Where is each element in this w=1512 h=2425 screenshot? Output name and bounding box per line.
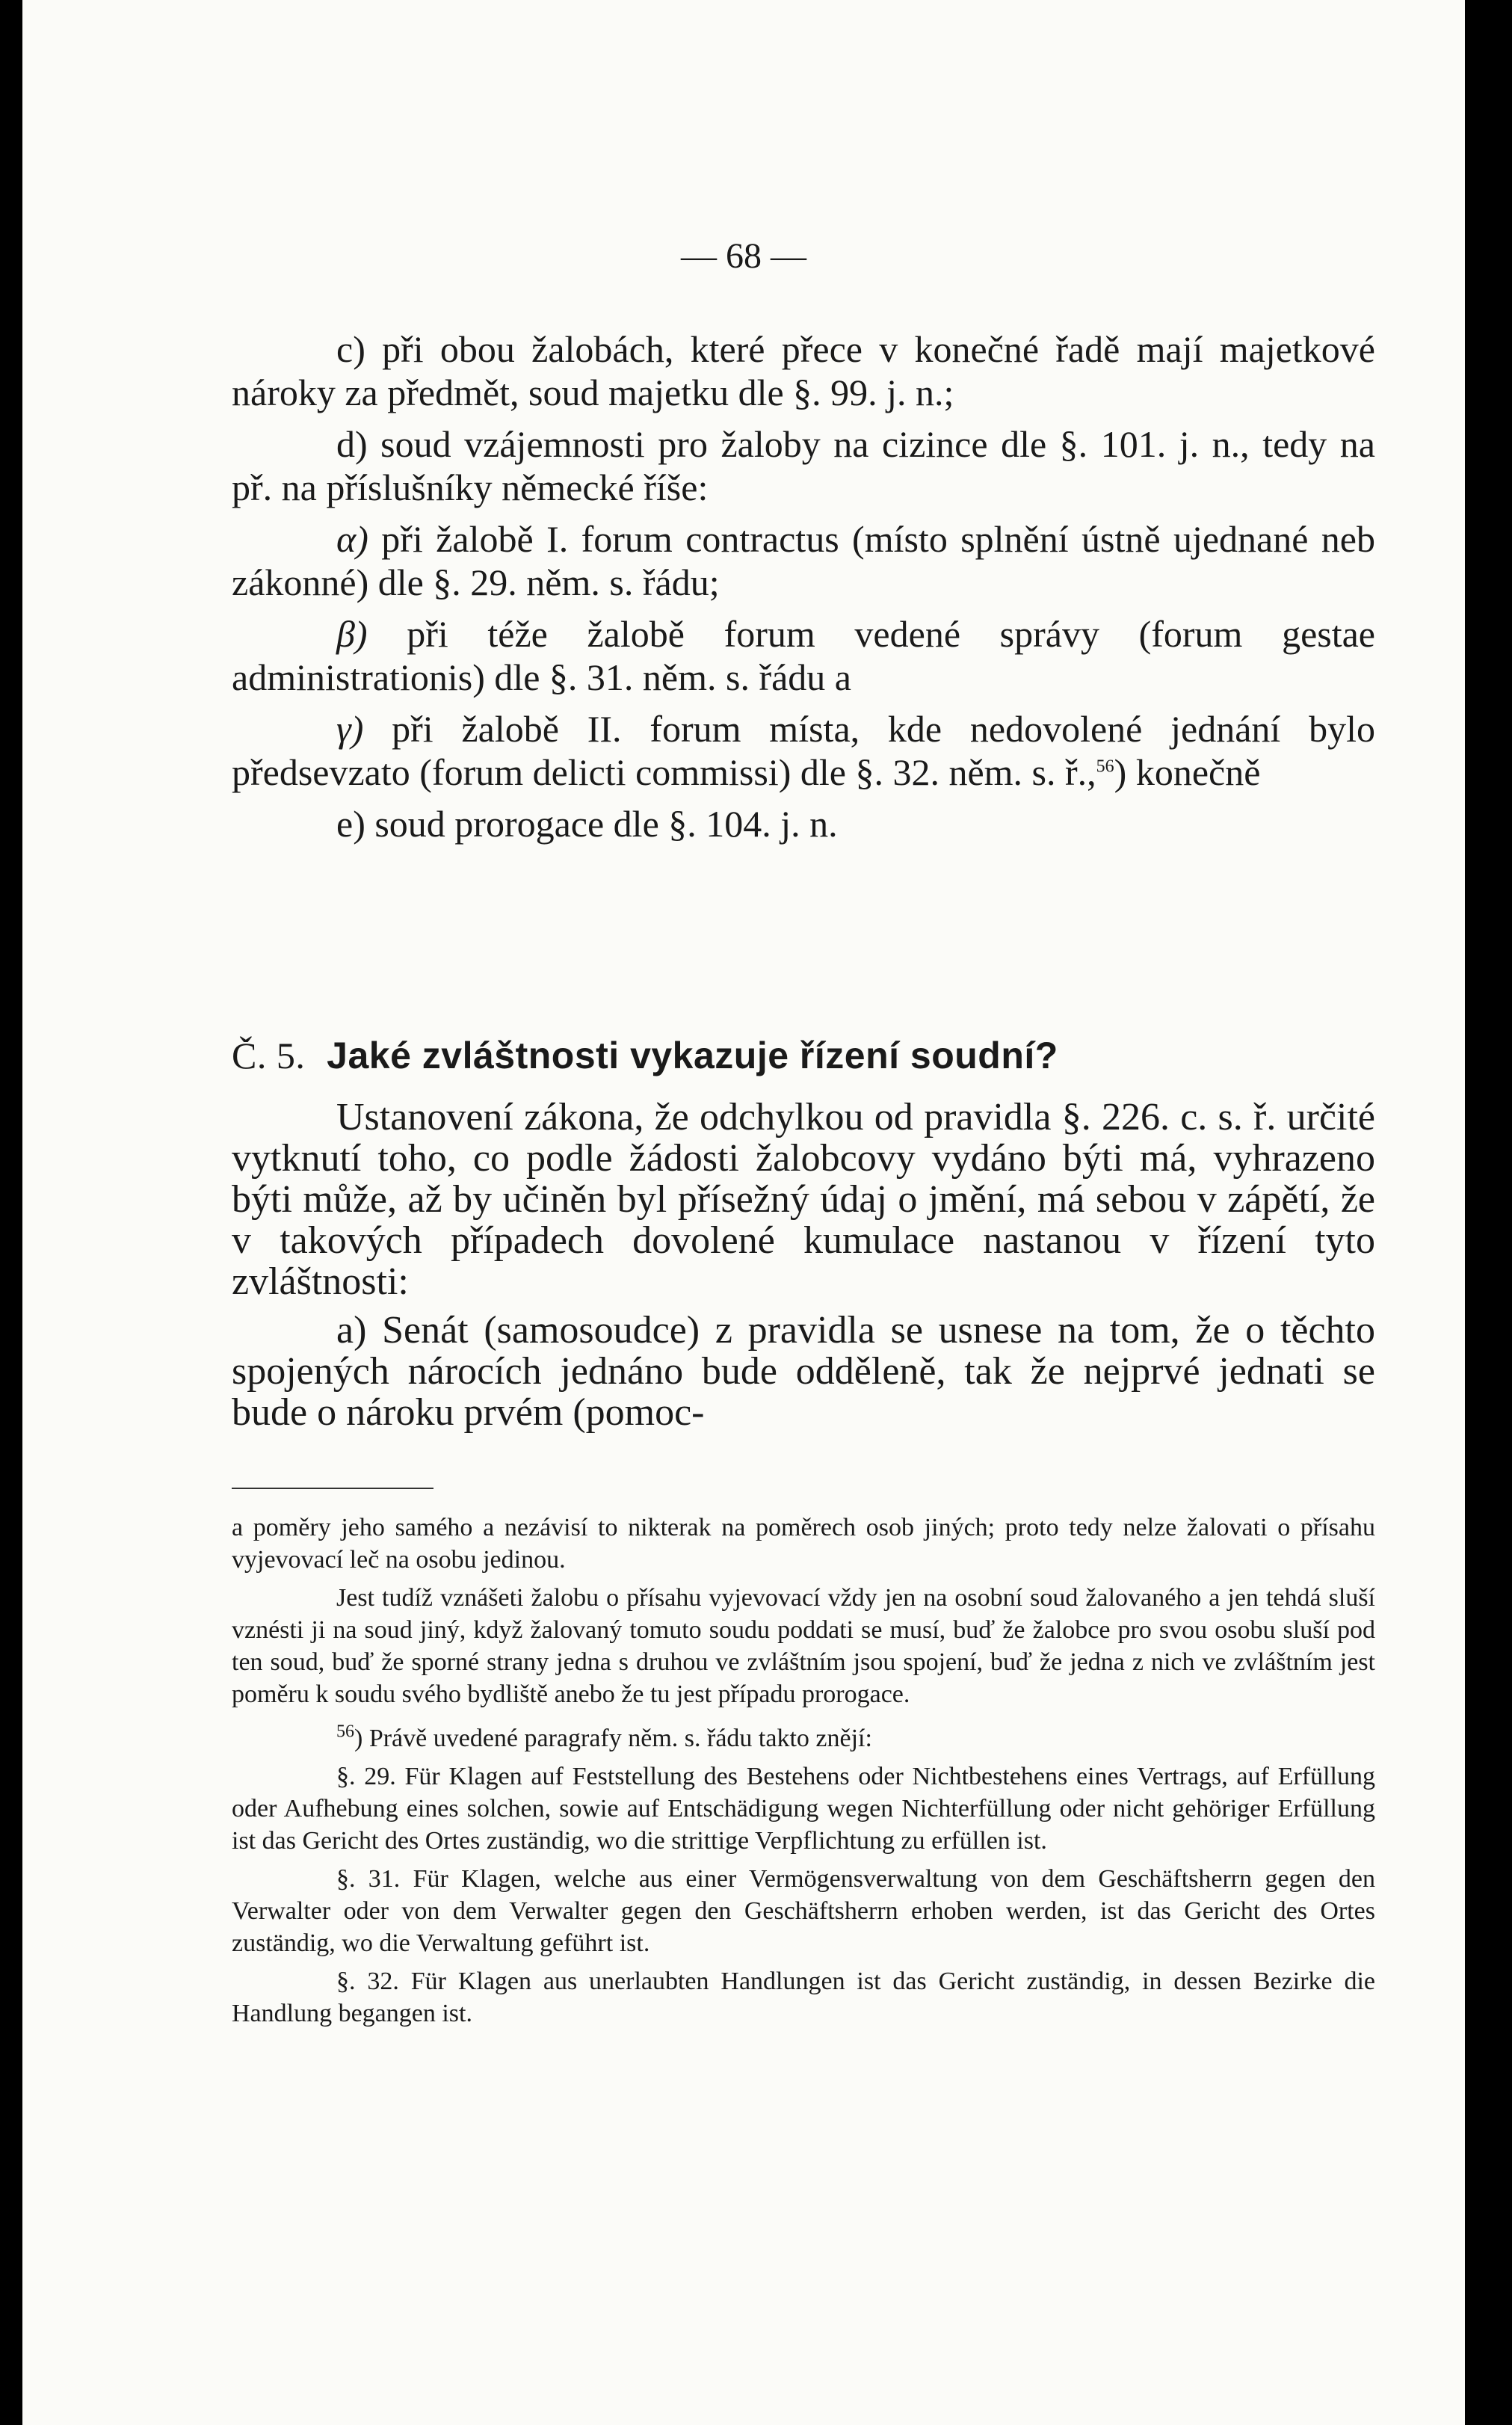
body-paragraph-2: a) Senát (samosoudce) z pravidla se usnese na tom, že o těchto spojených nárocích jednáno bude odděleně, tak že nejprvé jednati se bude o nároku prvém (pomoc- [232, 1309, 1375, 1434]
list-item-e: e) soud prorogace dle §. 104. j. n. [336, 803, 838, 845]
list-item-c: c) při obou žalobách, které přece v konečné řadě mají majetkové nároky za předmět, soud majetku dle §. 99. j. n.; [232, 328, 1375, 413]
gamma-end: ) konečně [1114, 751, 1261, 793]
list-item-beta [232, 612, 1375, 699]
section-title: Jaké zvláštnosti vykazuje řízení soudní? [327, 1035, 1058, 1076]
footnote-56 [232, 1722, 1375, 1754]
footnote-56-text: ) Právě uvedené paragrafy něm. s. řádu takto znějí: [354, 1725, 872, 1752]
footnote-section-29: §. 29. Für Klagen auf Feststellung des Bestehens oder Nichtbestehens eines Vertrags, auf Erfüllung oder Aufhebung eines solchen, sowie auf Entschädigung wegen Nichterfüllung oder nicht gehöriger Erfüllung ist das Gericht des Ortes zuständig, wo die strittige Verpflichtung zu erfüllen ist. [232, 1763, 1375, 1855]
footnote-continuation-2: Jest tudíž vznášeti žalobu o přísahu vyjevovací vždy jen na osobní soud žalovaného a jen tehdá sluší vznésti ji na soud jiný, když žalovaný tomuto soudu poddati se musí, buď že žalobce pro svou osobu sluší pod ten soud, buď že sporné strany jedna s druhou ve zvláštním jsou spojení, buď že jedna z nich ve zvláštním jest poměru k soudu svého bydliště anebo že tu jest případu prorogace. [232, 1584, 1375, 1708]
footnote-section-32: §. 32. Für Klagen aus unerlaubten Handlungen ist das Gericht zuständig, in dessen Bezirke die Handlung begangen ist. [232, 1968, 1375, 2027]
footnote-section-31: §. 31. Für Klagen, welche aus einer Vermögensverwaltung von dem Geschäftsherrn gegen den Verwalter oder von dem Verwalter gegen den Geschäftsherrn erhoben werden, ist das Gericht des Ortes zuständig, wo die Verwaltung geführt ist. [232, 1865, 1375, 1957]
gamma-marker: γ) [336, 708, 364, 750]
body-text [232, 1097, 1375, 1433]
footnote-ref-56: 56 [1096, 757, 1114, 777]
section-heading [232, 1034, 1375, 1077]
section-number: Č. 5. [232, 1035, 306, 1076]
beta-text: při téže žalobě forum vedené správy (forum gestae administrationis) dle §. 31. něm. s. řádu a [232, 613, 1375, 698]
footnotes [232, 1512, 1375, 2030]
list-item-gamma [232, 707, 1375, 794]
alpha-text: při žalobě I. forum contractus (místo splnění ústně ujednané neb zákonné) dle §. 29. něm. s. řádu; [232, 518, 1375, 603]
alpha-marker: α) [336, 518, 368, 560]
enumerated-list [232, 327, 1375, 845]
gamma-text: při žalobě II. forum místa, kde nedovolené jednání bylo předsevzato (forum delicti commissi) dle §. 32. něm. s. ř., [232, 708, 1375, 793]
book-page [22, 0, 1465, 2425]
footnote-divider [232, 1488, 433, 1489]
list-item-alpha [232, 517, 1375, 604]
page-number: — 68 — [681, 236, 806, 276]
body-paragraph-1: Ustanovení zákona, že odchylkou od pravidla §. 226. c. s. ř. určité vytknutí toho, co podle žádosti žalobcovy vydáno býti má, vyhrazeno býti může, až by učiněn byl přísežný údaj o jmění, má sebou v zápětí, že v takových případech dovolené kumulace nastanou v řízení tyto zvláštnosti: [232, 1096, 1375, 1303]
footnote-continuation-1: a poměry jeho samého a nezávisí to nikterak na poměrech osob jiných; proto tedy nelze žalovati o přísahu vyjevovací leč na osobu jedinou. [232, 1514, 1375, 1574]
beta-marker: β) [336, 613, 368, 655]
footnote-56-number: 56 [336, 1722, 354, 1742]
list-item-d: d) soud vzájemnosti pro žaloby na cizince dle §. 101. j. n., tedy na př. na příslušníky německé říše: [232, 423, 1375, 508]
